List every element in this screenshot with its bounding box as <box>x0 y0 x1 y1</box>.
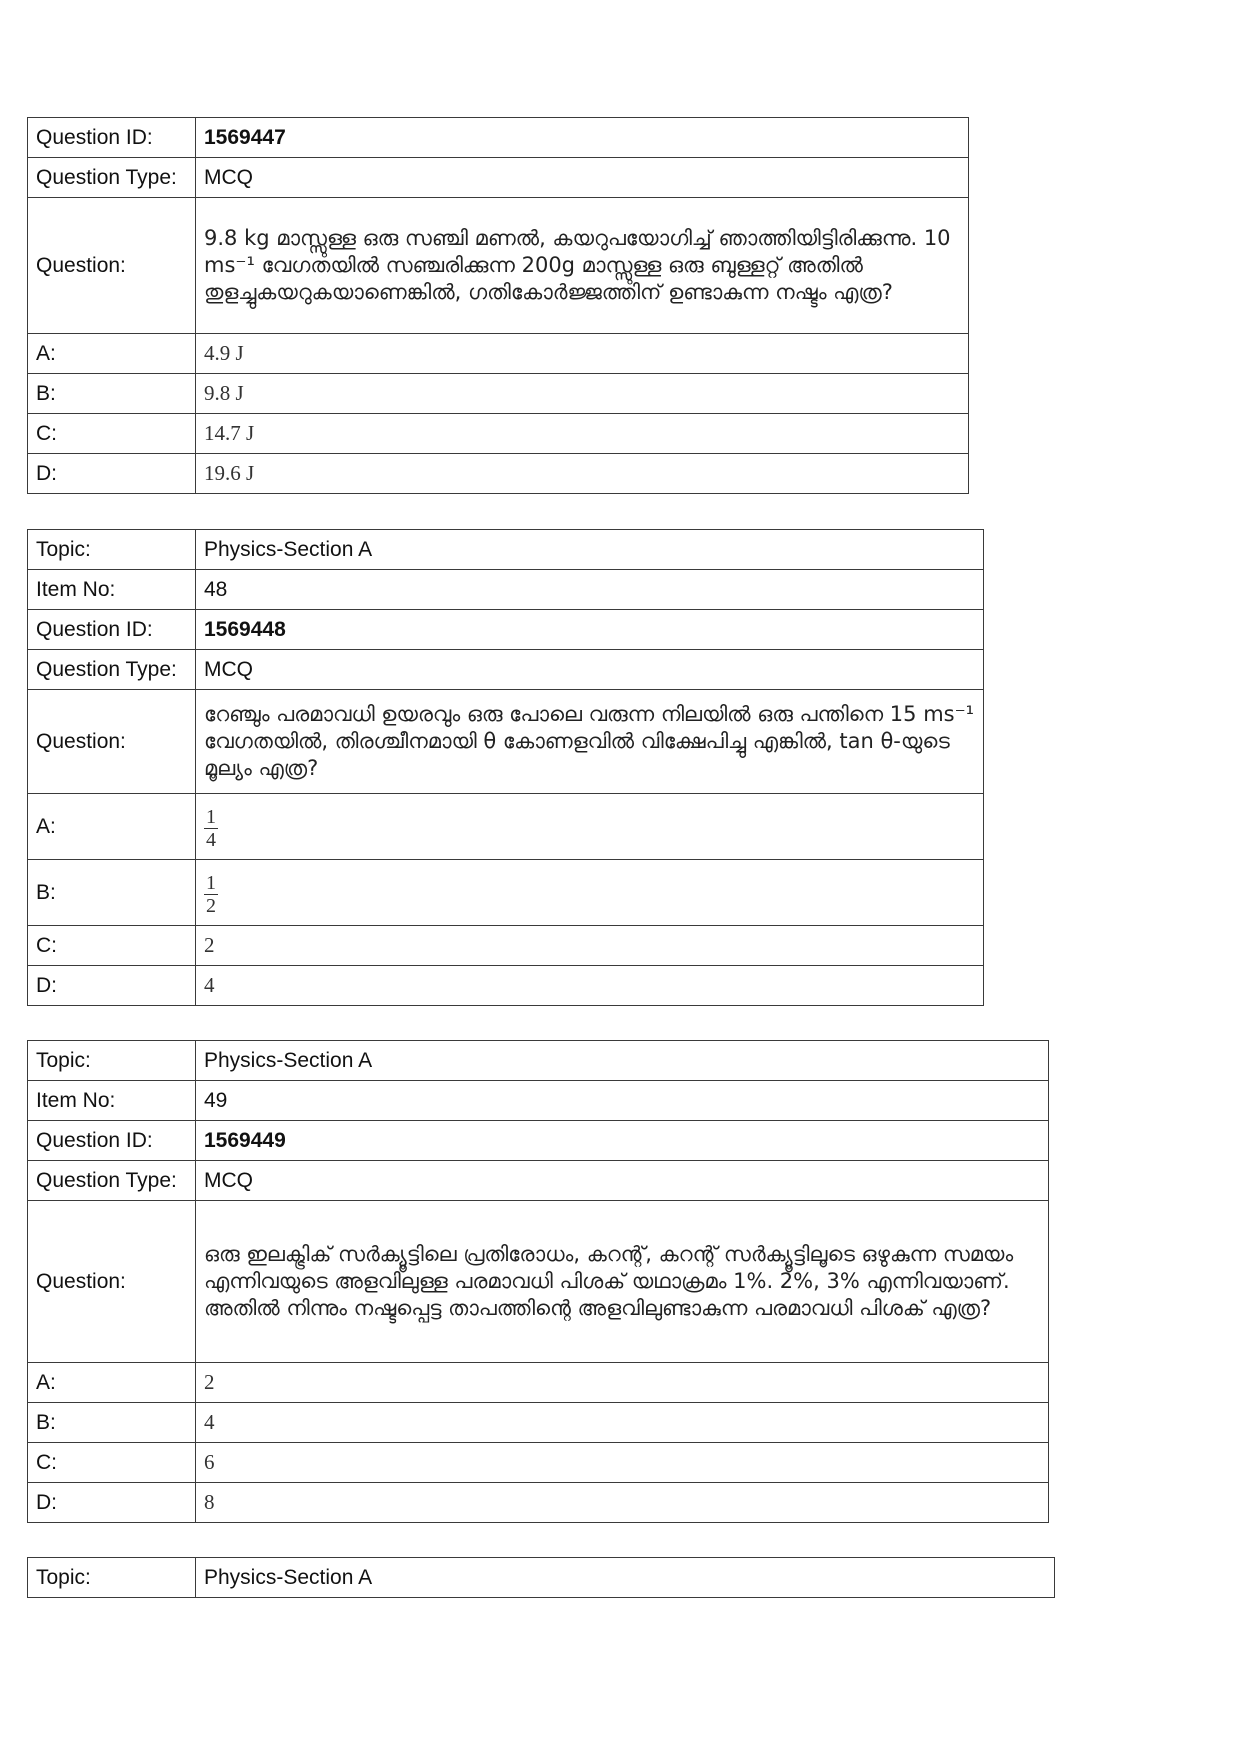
question-type-label: Question Type: <box>28 650 196 690</box>
option-d-label: D: <box>28 1483 196 1523</box>
option-a-value <box>196 794 984 860</box>
question-text: ഒരു ഇലക്ട്രിക് സർക്യൂട്ടിലെ പ്രതിരോധം, കറന്റ്, കറന്റ് സർക്യൂട്ടിലൂടെ ഒഴുകുന്ന സമയം എന്നിവയുടെ അളവിലുള്ള പരമാവധി പിശക് യഥാക്രമം 1%. 2%, 3% എന്നിവയാണ്. അതിൽ നിന്നും നഷ്ടപ്പെട്ട താപത്തിന്റെ അളവിലുണ്ടാകുന്ന പരമാവധി പിശക് എത്ര? <box>196 1201 1049 1363</box>
option-b-row <box>28 860 984 926</box>
option-a-row <box>28 1363 1049 1403</box>
question-type-value: MCQ <box>196 650 984 690</box>
option-b-label: B: <box>28 860 196 926</box>
topic-value: Physics-Section A <box>196 530 984 570</box>
item-no-label: Item No: <box>28 1081 196 1121</box>
topic-label: Topic: <box>28 530 196 570</box>
question-row <box>28 690 984 794</box>
option-b-denominator: 2 <box>206 894 216 917</box>
question-type-row <box>28 650 984 690</box>
option-c-value: 6 <box>196 1443 1049 1483</box>
option-b-label: B: <box>28 1403 196 1443</box>
option-b-value: 9.8 J <box>196 374 969 414</box>
option-c-label: C: <box>28 1443 196 1483</box>
option-a-row <box>28 334 969 374</box>
topic-row <box>28 1041 1049 1081</box>
option-a-label: A: <box>28 334 196 374</box>
question-id-value: 1569449 <box>196 1121 1049 1161</box>
option-c-row <box>28 1443 1049 1483</box>
option-b-numerator: 1 <box>206 871 216 894</box>
option-d-row <box>28 966 984 1006</box>
option-a-label: A: <box>28 794 196 860</box>
option-b-fraction <box>204 872 218 917</box>
question-id-label: Question ID: <box>28 1121 196 1161</box>
item-no-row <box>28 570 984 610</box>
question-table-next <box>27 1557 1055 1598</box>
option-c-row <box>28 926 984 966</box>
option-a-denominator: 4 <box>206 828 216 851</box>
option-d-row <box>28 454 969 494</box>
topic-value: Physics-Section A <box>196 1041 1049 1081</box>
question-type-label: Question Type: <box>28 158 196 198</box>
option-b-row <box>28 1403 1049 1443</box>
option-b-value <box>196 860 984 926</box>
question-id-row <box>28 118 969 158</box>
option-b-row <box>28 374 969 414</box>
question-type-value: MCQ <box>196 1161 1049 1201</box>
topic-row <box>28 530 984 570</box>
option-c-label: C: <box>28 926 196 966</box>
option-c-value: 14.7 J <box>196 414 969 454</box>
item-no-label: Item No: <box>28 570 196 610</box>
option-a-label: A: <box>28 1363 196 1403</box>
question-id-value: 1569447 <box>196 118 969 158</box>
option-a-numerator: 1 <box>206 805 216 828</box>
option-c-row <box>28 414 969 454</box>
question-table-1569449 <box>27 1040 1049 1523</box>
topic-label: Topic: <box>28 1558 196 1598</box>
question-table-1569448 <box>27 529 984 1006</box>
option-d-value: 8 <box>196 1483 1049 1523</box>
question-row <box>28 1201 1049 1363</box>
question-type-label: Question Type: <box>28 1161 196 1201</box>
option-a-row <box>28 794 984 860</box>
item-no-value: 49 <box>196 1081 1049 1121</box>
option-d-label: D: <box>28 966 196 1006</box>
question-text: റേഞ്ചും പരമാവധി ഉയരവും ഒരു പോലെ വരുന്ന നിലയിൽ ഒരു പന്തിനെ 15 ms⁻¹ വേഗതയിൽ, തിരശ്ചീനമായി θ കോണളവിൽ വിക്ഷേപിച്ചു എങ്കിൽ, tan θ-യുടെ മൂല്യം എത്ര? <box>196 690 984 794</box>
option-a-value: 4.9 J <box>196 334 969 374</box>
question-table-1569447 <box>27 117 969 494</box>
option-b-label: B: <box>28 374 196 414</box>
item-no-row <box>28 1081 1049 1121</box>
item-no-value: 48 <box>196 570 984 610</box>
question-row <box>28 198 969 334</box>
option-c-value: 2 <box>196 926 984 966</box>
question-id-label: Question ID: <box>28 610 196 650</box>
option-a-fraction <box>204 806 218 851</box>
question-label: Question: <box>28 690 196 794</box>
question-type-value: MCQ <box>196 158 969 198</box>
question-id-row <box>28 1121 1049 1161</box>
question-id-row <box>28 610 984 650</box>
option-c-label: C: <box>28 414 196 454</box>
topic-label: Topic: <box>28 1041 196 1081</box>
question-id-label: Question ID: <box>28 118 196 158</box>
option-d-label: D: <box>28 454 196 494</box>
question-text: 9.8 kg മാസ്സുള്ള ഒരു സഞ്ചി മണൽ, കയറുപയോഗിച്ച് ഞാത്തിയിട്ടിരിക്കുന്നു. 10 ms⁻¹ വേഗതയിൽ സഞ്ചരിക്കുന്ന 200g മാസ്സുള്ള ഒരു ബുള്ളറ്റ് അതിൽ തുളച്ചുകയറുകയാണെങ്കിൽ, ഗതികോർജ്ജത്തിന് ഉണ്ടാകുന്ന നഷ്ടം എത്ര? <box>196 198 969 334</box>
question-label: Question: <box>28 1201 196 1363</box>
topic-row <box>28 1558 1055 1598</box>
option-d-value: 19.6 J <box>196 454 969 494</box>
question-id-value: 1569448 <box>196 610 984 650</box>
option-b-value: 4 <box>196 1403 1049 1443</box>
topic-value: Physics-Section A <box>196 1558 1055 1598</box>
question-type-row <box>28 158 969 198</box>
option-d-row <box>28 1483 1049 1523</box>
option-d-value: 4 <box>196 966 984 1006</box>
question-type-row <box>28 1161 1049 1201</box>
question-label: Question: <box>28 198 196 334</box>
option-a-value: 2 <box>196 1363 1049 1403</box>
